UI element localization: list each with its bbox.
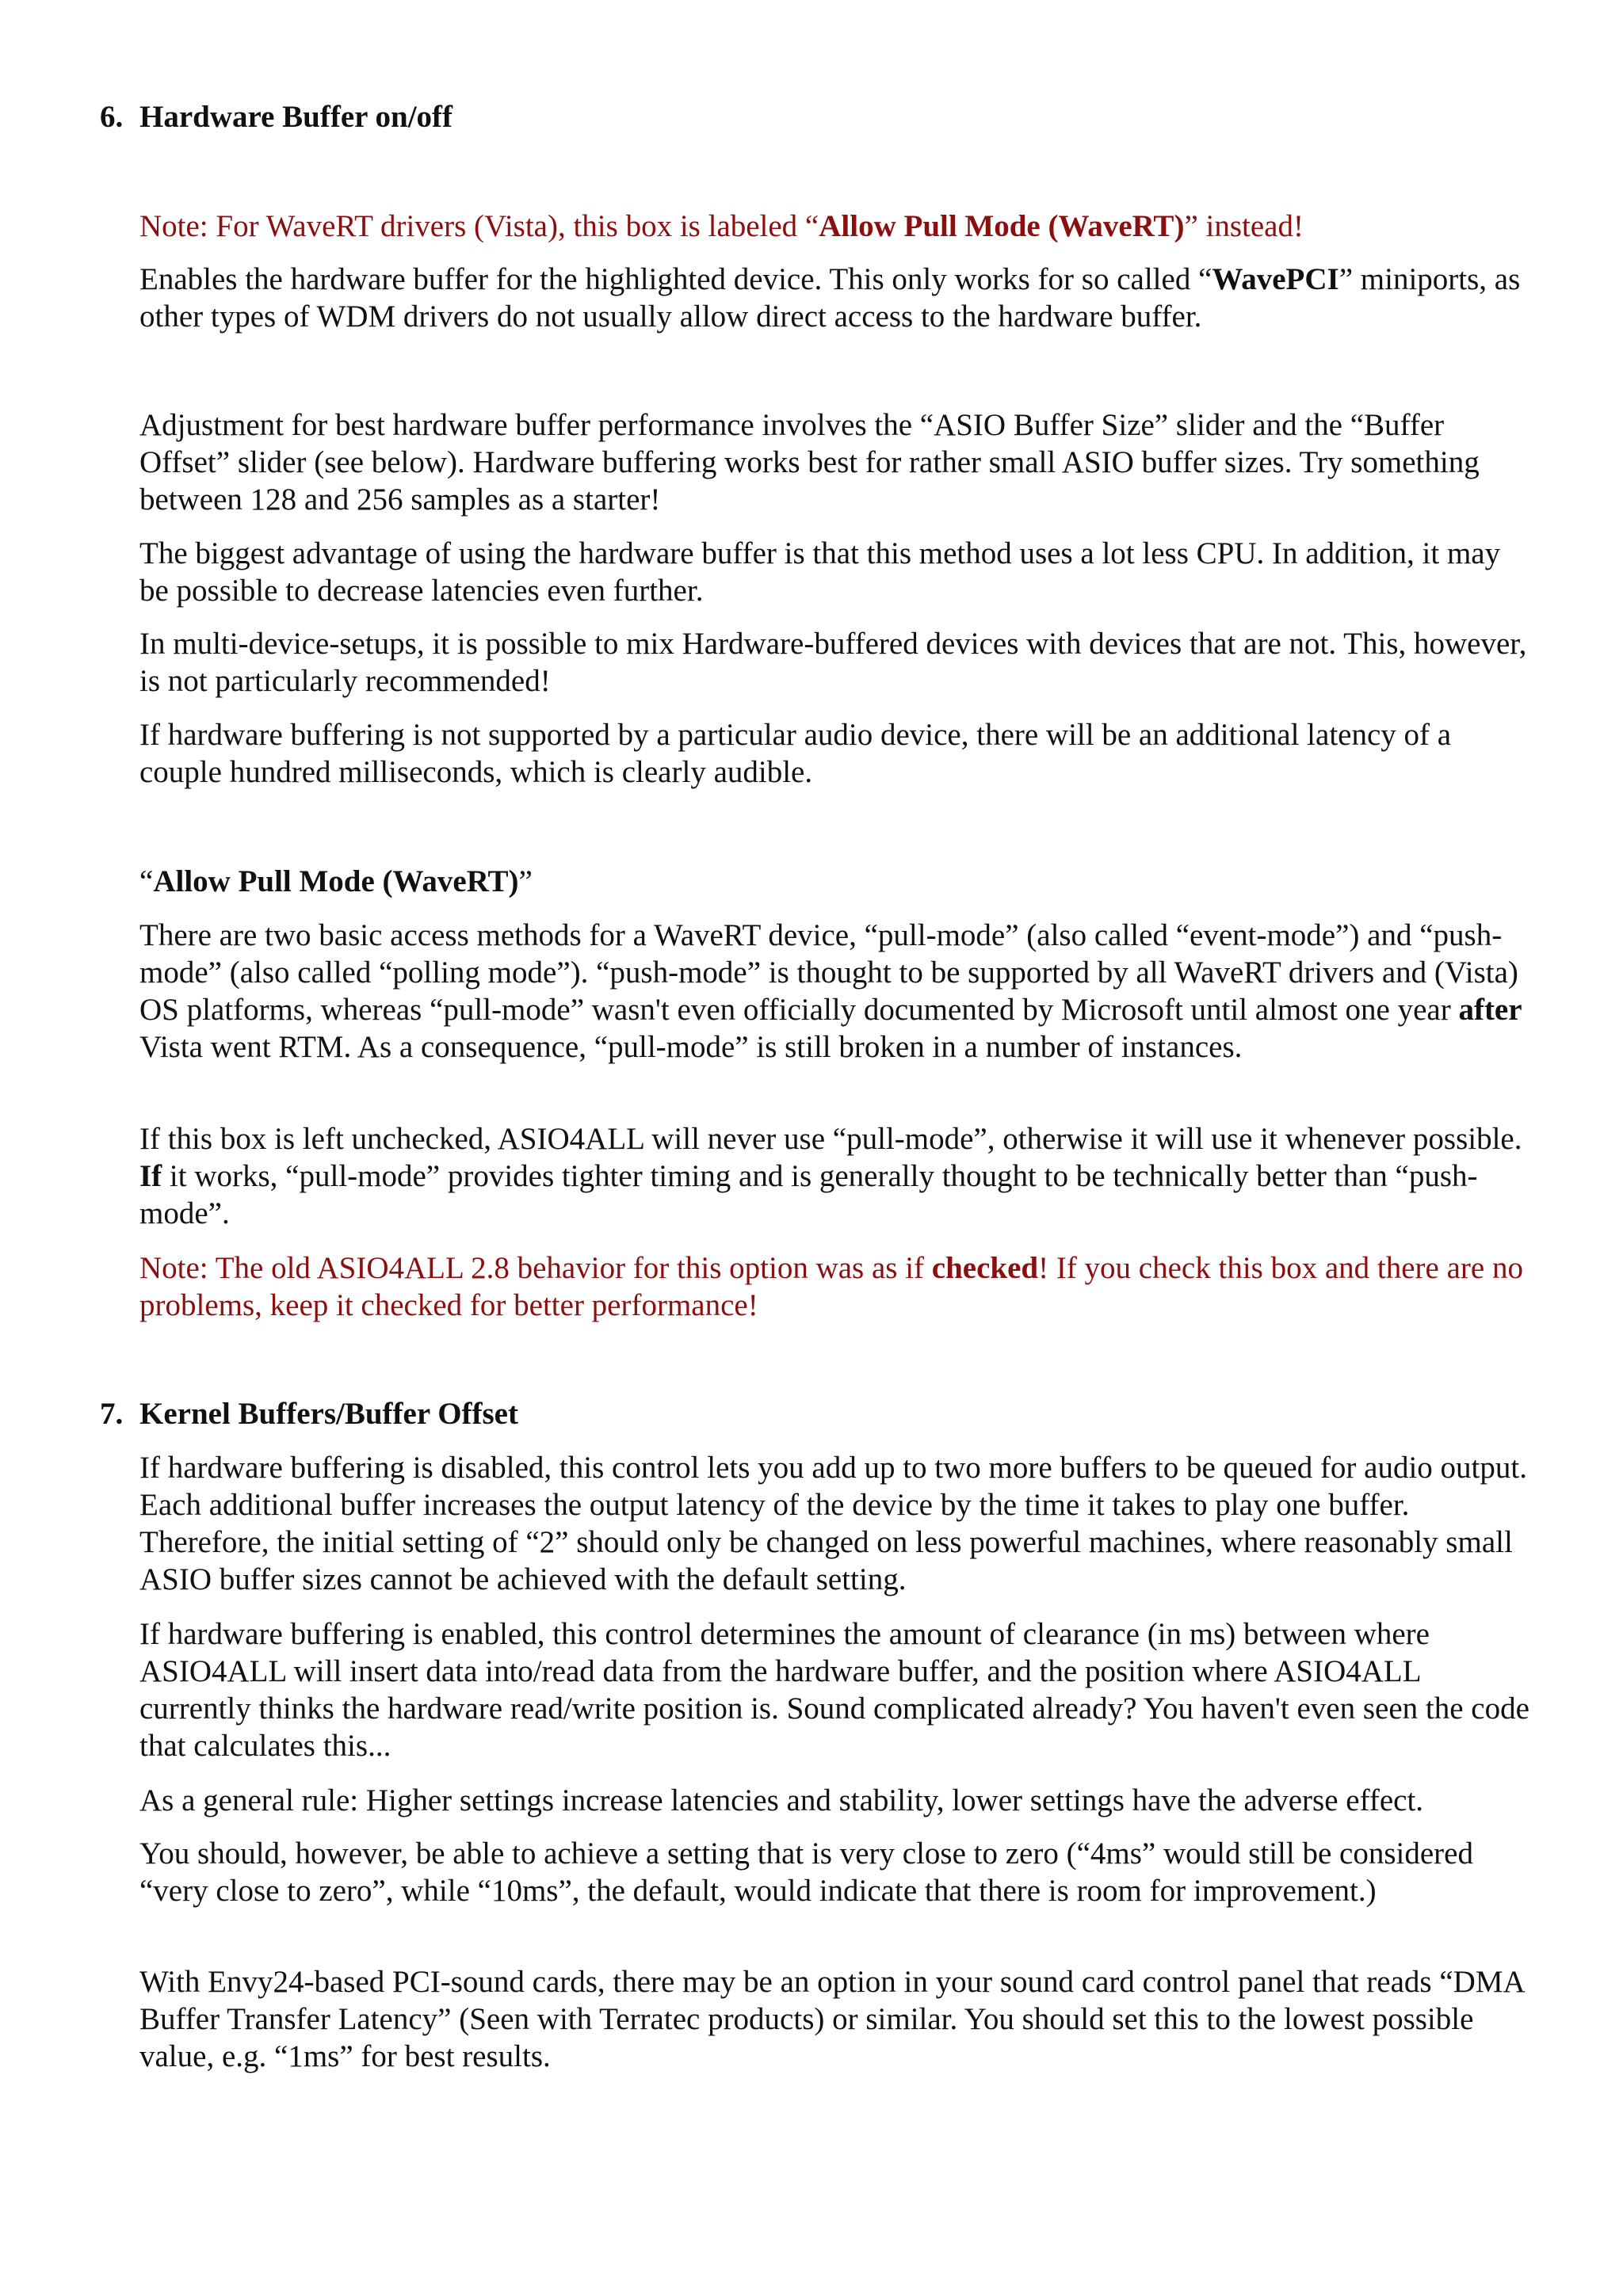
paragraph-bold-text: WavePCI (1212, 262, 1339, 296)
paragraph-adjustment: Adjustment for best hardware buffer performance involves the “ASIO Buffer Size” slider and the “Buffer Offset” slider (see below). Hardware buffering works best for rather small ASIO buffer sizes. Try something between 128 and 256 samples as a starter! (139, 408, 1480, 517)
section-7-heading (100, 1395, 518, 1432)
paragraph-text: ” miniports, as other types of WDM drivers do not usually allow direct access to the hardware buffer. (139, 262, 1521, 334)
paragraph-hardware-buffer-intro (139, 261, 1534, 335)
paragraph-hw-disabled: If hardware buffering is disabled, this control lets you add up to two more buffers to be queued for audio output. Each additional buffer increases the output latency of the device by the time it takes to play one buffer. Therefore, the initial setting of “2” should only be changed on less powerful machines, where reasonably small ASIO buffer sizes cannot be achieved with the default setting. (139, 1451, 1527, 1596)
note-text: ” instead! (1184, 209, 1304, 243)
subheading-quote: “ (139, 864, 154, 898)
paragraph-text: Enables the hardware buffer for the highlighted device. This only works for so called “ (139, 262, 1212, 296)
note-text: Note: For WaveRT drivers (Vista), this box is labeled “ (139, 209, 819, 243)
paragraph-text: If this box is left unchecked, ASIO4ALL will never use “pull-mode”, otherwise it will use it whenever possible. (139, 1122, 1522, 1156)
subheading-bold-text: Allow Pull Mode (WaveRT) (153, 864, 519, 898)
paragraph-unchecked-box (139, 1120, 1534, 1232)
note-bold-text: checked (931, 1251, 1039, 1285)
paragraph-hw-enabled: If hardware buffering is enabled, this control determines the amount of clearance (in ms) between where ASIO4ALL will insert data into/read data from the hardware buffer, and the position where ASIO4ALL currently thinks the hardware read/write position is. Sound complicated already? You haven't even seen the code that calculates this... (139, 1617, 1529, 1763)
note-text: Note: The old ASIO4ALL 2.8 behavior for this option was as if (139, 1251, 932, 1285)
paragraph-text: it works, “pull-mode” provides tighter timing and is generally thought to be technically better than “push-mode”. (139, 1159, 1478, 1230)
note-wavert-label (139, 208, 1534, 245)
section-6-heading (100, 98, 453, 135)
paragraph-unsupported: If hardware buffering is not supported by a particular audio device, there will be an additional latency of a couple hundred milliseconds, which is clearly audible. (139, 718, 1452, 789)
paragraph-envy24: With Envy24-based PCI-sound cards, there may be an option in your sound card control panel that reads “DMA Buffer Transfer Latency” (Seen with Terratec products) or similar. You should set this to the lowest possible value, e.g. “1ms” for best results. (139, 1965, 1524, 2073)
note-text: ! If you check this box and there are no problems, keep it checked for better performance! (139, 1251, 1523, 1322)
section-7-number: 7. (100, 1397, 124, 1431)
note-old-behavior (139, 1249, 1534, 1324)
paragraph-access-methods (139, 917, 1534, 1066)
paragraph-text: Vista went RTM. As a consequence, “pull-mode” is still broken in a number of instances. (139, 1030, 1243, 1064)
paragraph-advantage: The biggest advantage of using the hardware buffer is that this method uses a lot less CPU. In addition, it may be possible to decrease latencies even further. (139, 536, 1501, 608)
paragraph-text: There are two basic access methods for a WaveRT device, “pull-mode” (also called “event-mode”) and “push-mode” (also called “polling mode”). “push-mode” is thought to be supported by all WaveRT drivers and (Vista) OS platforms, whereas “pull-mode” wasn't even officially documented by Microsoft until almost one year (139, 918, 1518, 1027)
section-7-title: Kernel Buffers/Buffer Offset (139, 1397, 518, 1431)
section-6-number: 6. (100, 100, 124, 134)
subheading-quote: ” (518, 864, 533, 898)
section-6-title: Hardware Buffer on/off (139, 100, 453, 134)
subheading-allow-pull-mode (139, 863, 533, 900)
paragraph-bold-text: If (139, 1159, 162, 1193)
note-bold-text: Allow Pull Mode (WaveRT) (819, 209, 1185, 243)
paragraph-multi-device: In multi-device-setups, it is possible to mix Hardware-buffered devices with devices that are not. This, however, is not particularly recommended! (139, 627, 1527, 698)
paragraph-bold-text: after (1458, 993, 1522, 1027)
paragraph-general-rule: As a general rule: Higher settings increase latencies and stability, lower settings have the adverse effect. (139, 1783, 1424, 1817)
paragraph-close-to-zero: You should, however, be able to achieve a setting that is very close to zero (“4ms” would still be considered “very close to zero”, while “10ms”, the default, would indicate that there is room for improvement.) (139, 1836, 1473, 1908)
